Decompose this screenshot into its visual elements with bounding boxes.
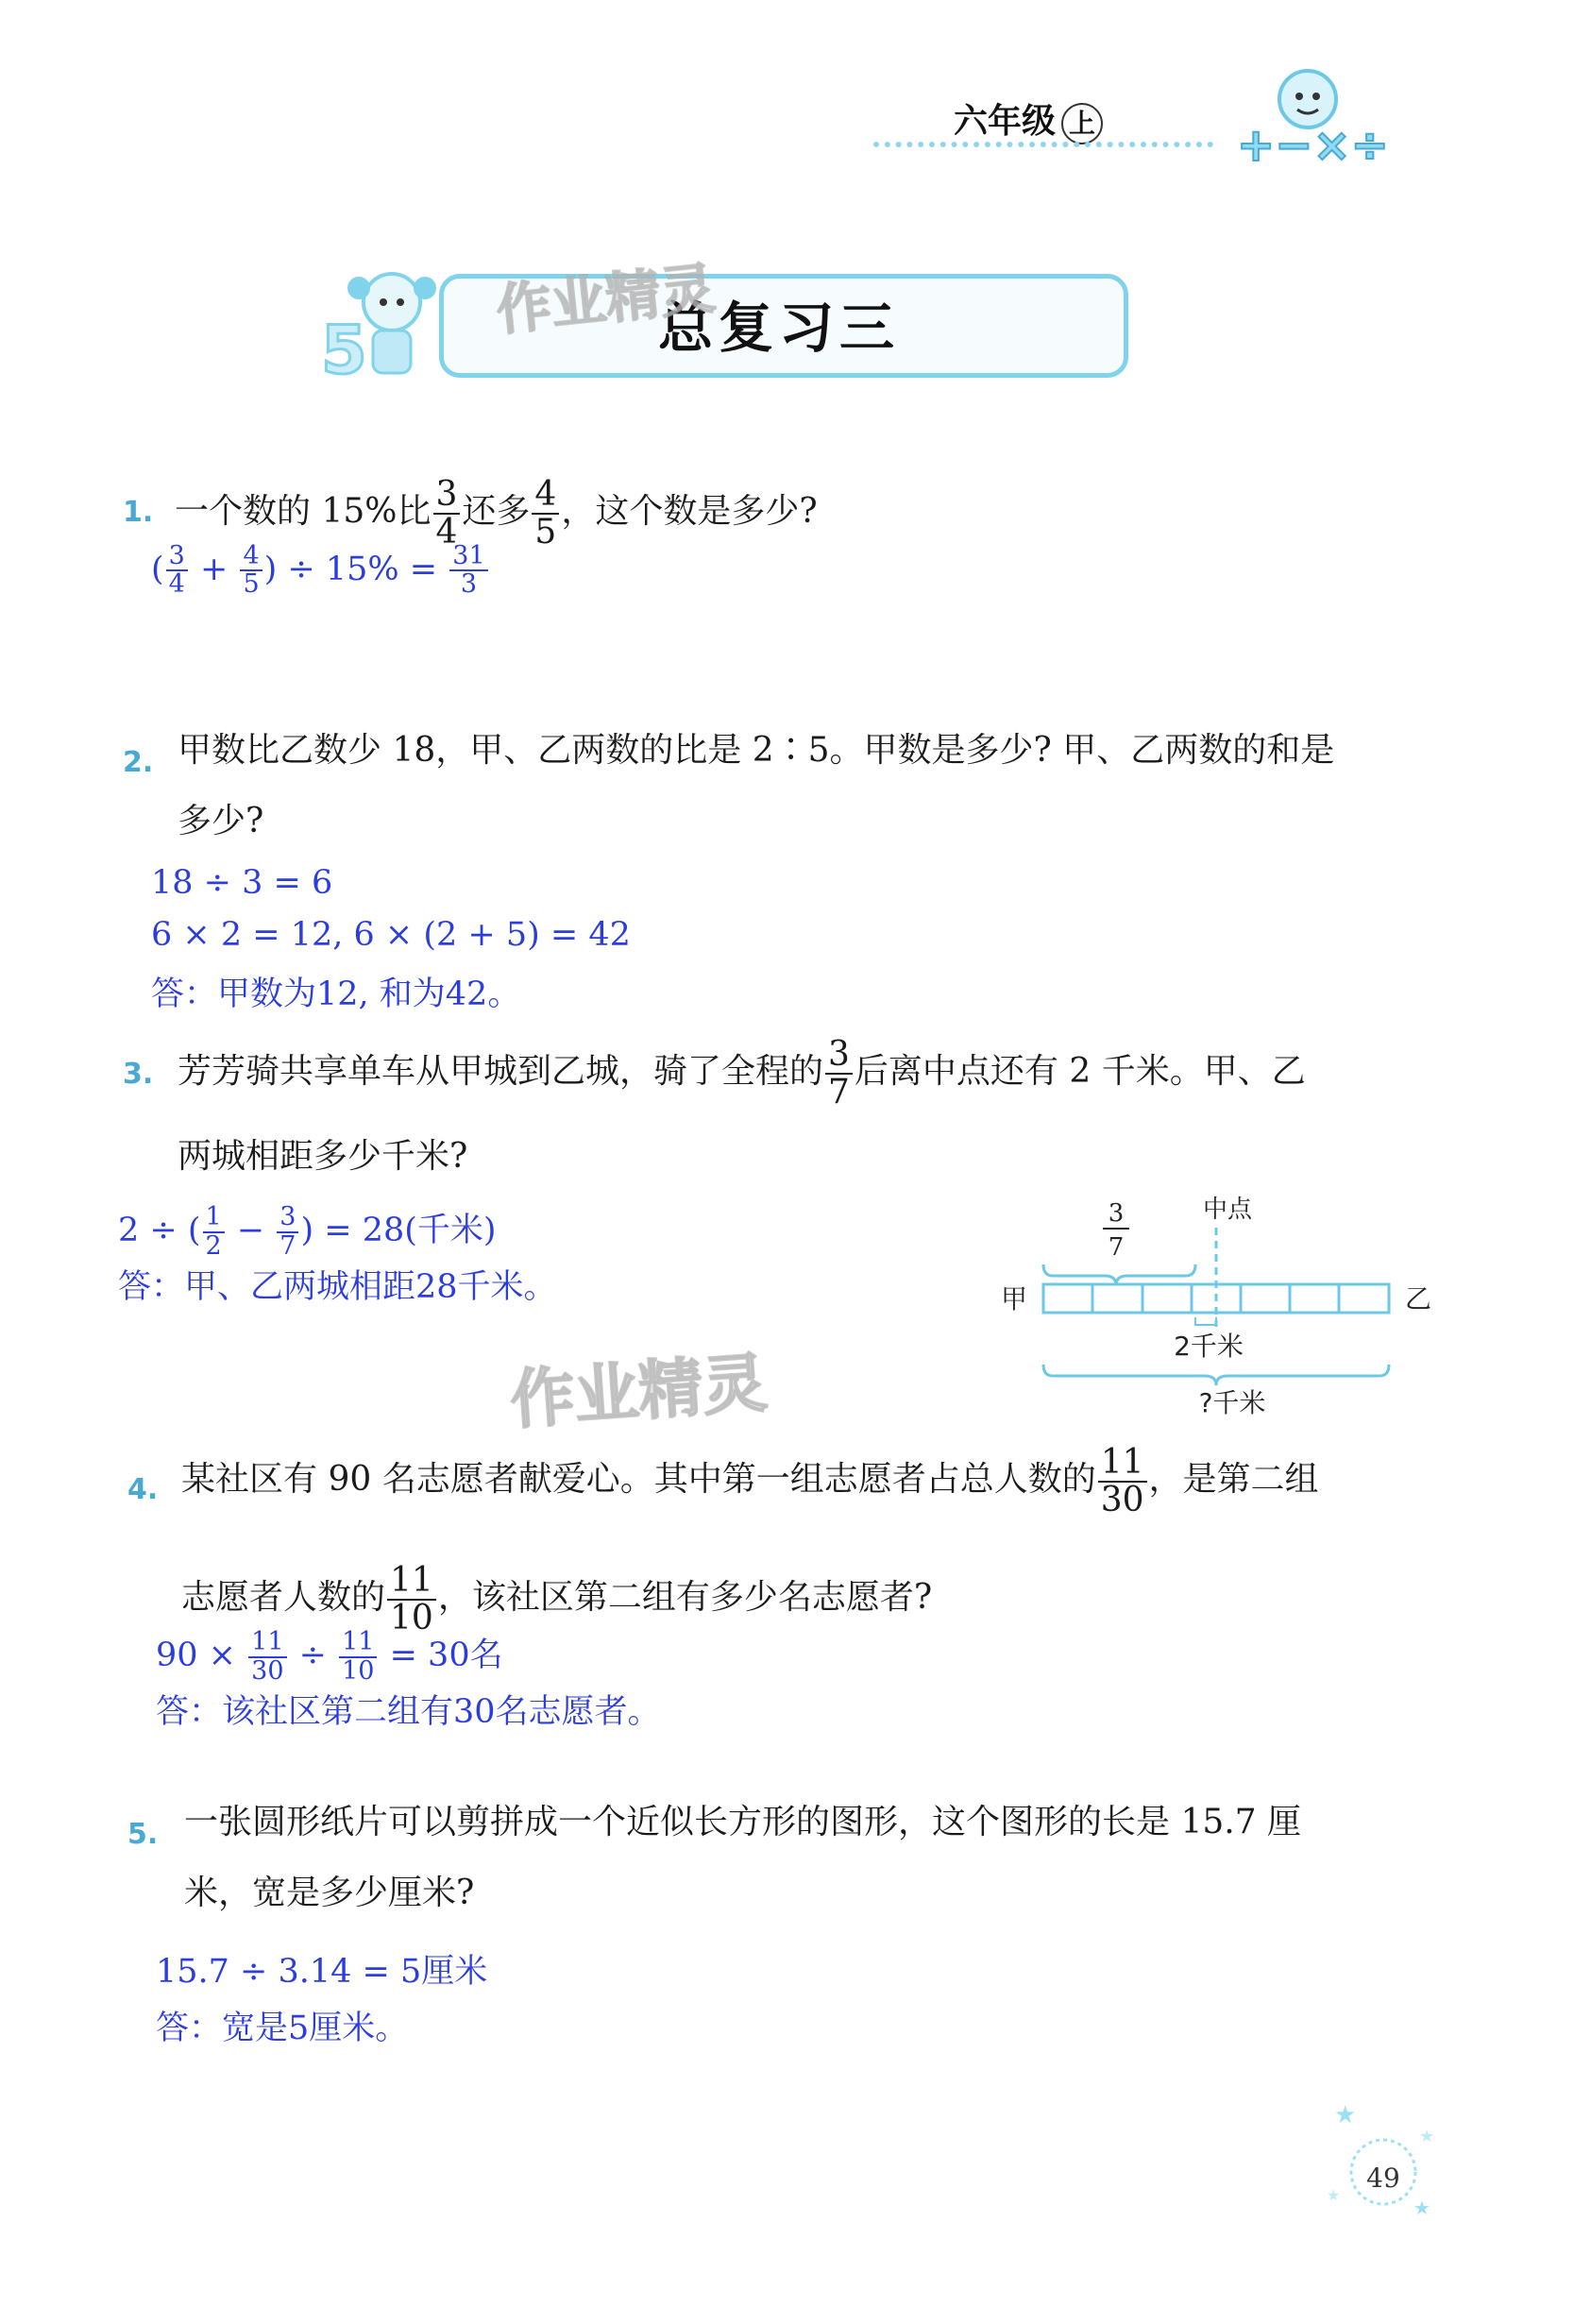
grade-label [954, 94, 1103, 144]
diagram-gap-label: 2千米 [1174, 1331, 1244, 1362]
problem-4-answer-line1: 90 × $\frac{11}{30}$ ÷ $\frac{11}{10}$ = 30名 [156, 1627, 503, 1686]
segment-diagram [1001, 1185, 1445, 1421]
problem-4-answer-line2: 答：该社区第二组有30名志愿者。 [156, 1693, 661, 1731]
fraction: $\frac{3}{7}$ [825, 1037, 853, 1111]
problem-5-answer-line1: 15.7 ÷ 3.14 = 5厘米 [156, 1953, 488, 1991]
fraction: $\frac{4}{5}$ [532, 477, 559, 551]
grade-text: 六年级 [954, 102, 1057, 141]
problem-number: 1. [123, 496, 154, 529]
header-dotted-line [873, 142, 1213, 157]
page-number-badge [1317, 2096, 1449, 2219]
fraction: $\frac{3}{4}$ [433, 477, 461, 551]
fraction: $\frac{11}{30}$ [1098, 1445, 1147, 1518]
diagram-total-label: ?千米 [1198, 1387, 1266, 1418]
problem-3-question-line2: 两城相距多少千米? [178, 1137, 468, 1176]
diagram-frac-denominator: 7 [1108, 1233, 1125, 1262]
problem-4-question-line2: 志愿者人数的 $\frac{11}{10}$ ，该社区第二组有多少名志愿者? [181, 1561, 933, 1637]
volume-badge: 上 [1061, 103, 1103, 144]
problem-number: 5. [127, 1818, 159, 1851]
q1-text: 一个数的 [175, 491, 312, 531]
diagram-frac-numerator: 3 [1108, 1199, 1125, 1228]
q1-text: 比 [397, 491, 432, 531]
diagram-left-label: 甲 [1001, 1283, 1028, 1315]
problem-2-question-line1: 甲数比乙数少 18，甲、乙两数的比是 2∶5。甲数是多少? 甲、乙两数的和是 [178, 731, 1335, 770]
q1-text: 还多 [462, 491, 531, 531]
problem-2-answer-line2: 6 × 2 = 12, 6 × (2 + 5) = 42 [151, 916, 631, 954]
watermark: 作业精灵 [493, 256, 719, 343]
problem-5-question-line1: 一张圆形纸片可以剪拼成一个近似长方形的图形，这个图形的长是 15.7 厘 [184, 1803, 1302, 1841]
star-icon: ★ [1334, 2101, 1357, 2129]
problem-5-question-line2: 米，宽是多少厘米? [184, 1874, 475, 1912]
problem-2-question-line2: 多少? [178, 802, 264, 840]
star-icon: ★ [1327, 2186, 1341, 2204]
watermark: 作业精灵 [507, 1346, 770, 1439]
problem-number: 2. [123, 746, 154, 779]
diagram-right-label: 乙 [1405, 1283, 1432, 1315]
problem-3-answer-line2: 答：甲、乙两城相距28千米。 [118, 1268, 557, 1306]
star-icon: ★ [1413, 2197, 1430, 2219]
problem-2-answer-line3: 答：甲数为12, 和为42。 [151, 975, 521, 1013]
page-number: 49 [1366, 2163, 1400, 2194]
q1-percent: 15% [321, 491, 398, 531]
svg-text:+−×÷: +−×÷ [1237, 119, 1389, 170]
problem-3-answer-line1: 2 ÷ ( $\frac{1}{2}$ − $\frac{3}{7}$ ) = 28(千米) [118, 1202, 497, 1261]
problem-1-question [175, 477, 818, 551]
mascot-logo-icon [1218, 57, 1416, 170]
svg-text:5: 5 [321, 312, 367, 387]
problem-2-answer-line1: 18 ÷ 3 = 6 [151, 864, 333, 902]
page-title: 总复习三 [657, 296, 900, 360]
diagram-midpoint-label: 中点 [1202, 1196, 1253, 1224]
q1-text: ，这个数是多少? [561, 491, 818, 531]
girl-mascot-icon [321, 255, 453, 387]
problem-3-question-line1: 芳芳骑共享单车从甲城到乙城，骑了全程的 $\frac{3}{7}$ 后离中点还有 2 千米。甲、乙 [178, 1035, 1306, 1111]
problem-4-question-line1: 某社区有 90 名志愿者献爱心。其中第一组志愿者占总人数的 $\frac{11}{30}$ ，是第二组 [181, 1443, 1319, 1519]
fraction: $\frac{11}{10}$ [387, 1563, 436, 1637]
problem-1-answer: ( $\frac{3}{4}$ + $\frac{4}{5}$ ) ÷ 15% = $\frac{31}{3}$ [151, 543, 490, 599]
problem-number: 3. [123, 1058, 154, 1091]
star-icon: ★ [1419, 2127, 1435, 2146]
problem-number: 4. [127, 1473, 159, 1506]
problem-5-answer-line2: 答：宽是5厘米。 [156, 2010, 409, 2047]
